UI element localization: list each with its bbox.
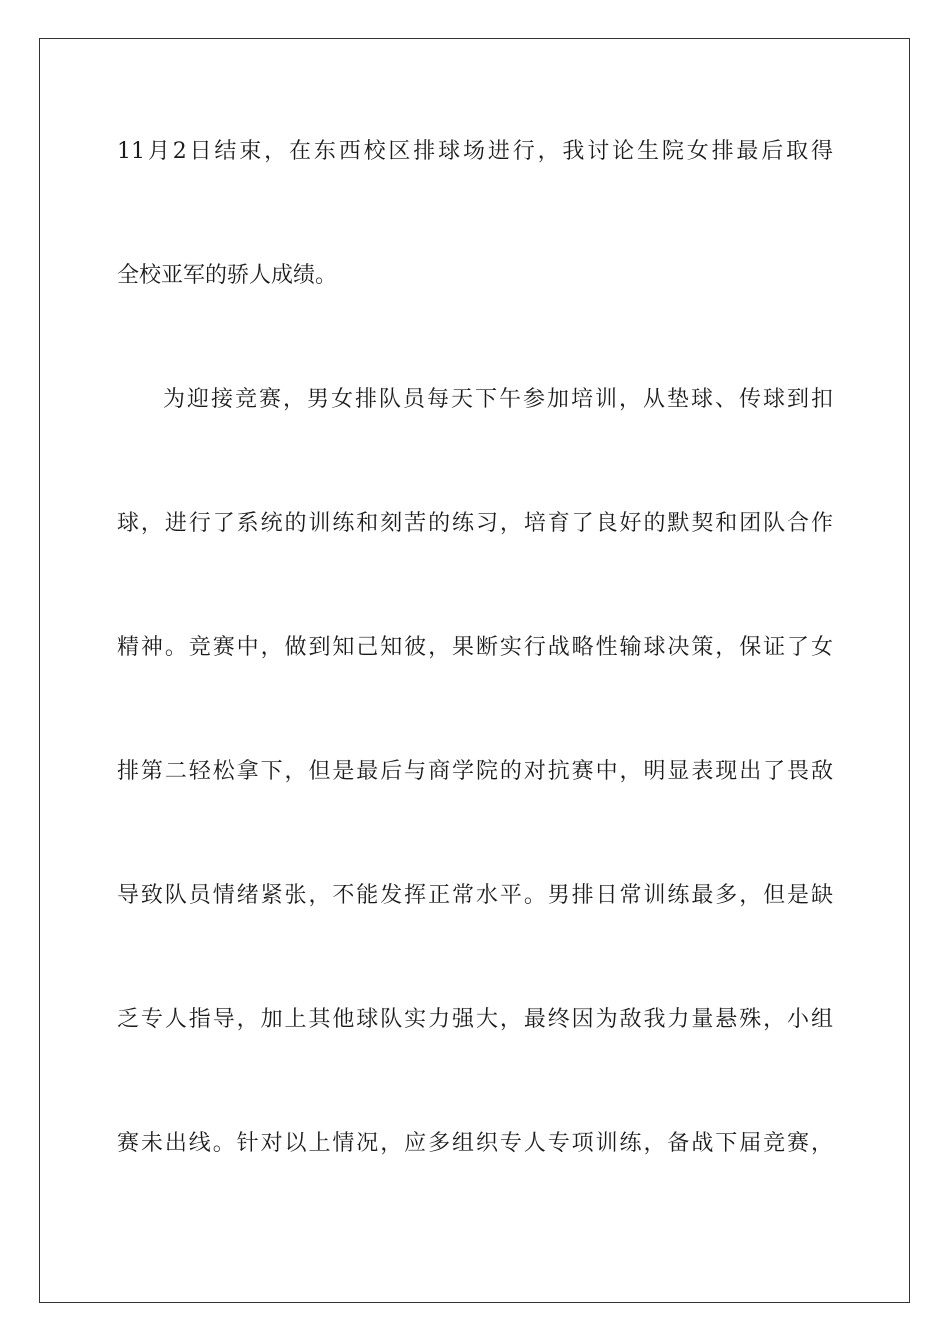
page-border bbox=[39, 38, 910, 1303]
text-line-6: 排第二轻松拿下，但是最后与商学院的对抗赛中，明显表现出了畏敌 bbox=[117, 759, 833, 784]
text-line-9: 赛未出线。针对以上情况，应多组织专人专项训练，备战下届竞赛， bbox=[117, 1131, 833, 1156]
text-line-1: 11月2日结束，在东西校区排球场进行，我讨论生院女排最后取得 bbox=[117, 139, 833, 164]
text-line-3: 为迎接竞赛，男女排队员每天下午参加培训，从垫球、传球到扣 bbox=[163, 387, 833, 412]
text-line-5: 精神。竞赛中，做到知己知彼，果断实行战略性输球决策，保证了女 bbox=[117, 635, 833, 660]
text-line-4: 球，进行了系统的训练和刻苦的练习，培育了良好的默契和团队合作 bbox=[117, 511, 833, 536]
text-line-7: 导致队员情绪紧张，不能发挥正常水平。男排日常训练最多，但是缺 bbox=[117, 883, 833, 908]
text-line-8: 乏专人指导，加上其他球队实力强大，最终因为敌我力量悬殊，小组 bbox=[117, 1007, 833, 1032]
text-line-2: 全校亚军的骄人成绩。 bbox=[117, 263, 338, 288]
